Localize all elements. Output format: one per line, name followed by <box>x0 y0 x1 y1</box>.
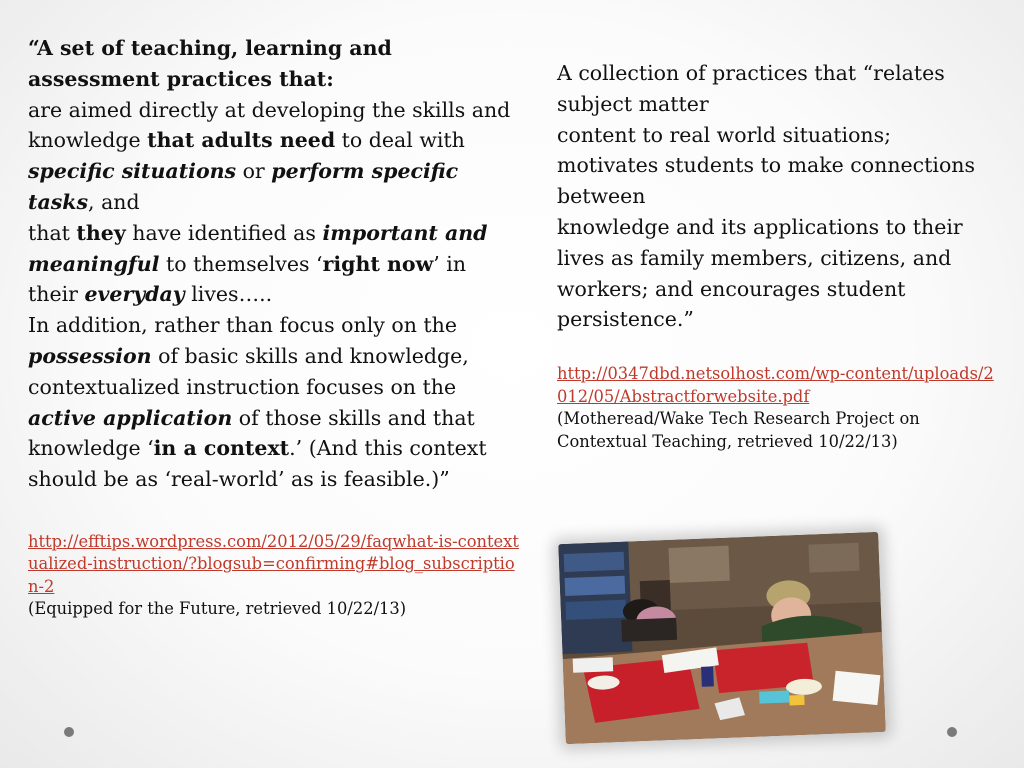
left-source <box>28 531 520 621</box>
nav-dot-left <box>64 727 74 737</box>
quote-paragraph-2: that they have identified as important and meaningful to themselves ‘right now’ in their everyday lives….. <box>28 220 488 307</box>
nav-dot-right <box>947 727 957 737</box>
quote-paragraph-3: In addition, rather than focus only on the possession of basic skills and knowledge, contextualized instruction focuses on the active application of those skills and that knowledge ‘in a context.’ (And this context should be as ‘real-world’ as is feasible.)” <box>28 313 487 492</box>
classroom-photo <box>558 532 885 744</box>
right-line-3: between <box>557 184 646 209</box>
left-source-link[interactable]: http://efftips.wordpress.com/2012/05/29/faqwhat-is-contextualized-instruction/?blogsub=confirming#blog_subscription-2 <box>28 531 519 596</box>
left-source-note: (Equipped for the Future, retrieved 10/22/13) <box>28 599 407 619</box>
quote-paragraph-1: are aimed directly at developing the skills and knowledge that adults need to deal with specific situations or perform specific tasks, and <box>28 97 511 214</box>
left-quote-block <box>28 33 520 621</box>
right-line-1: A collection of practices that “relates subject matter <box>557 61 945 116</box>
classroom-photo-drawing <box>558 532 885 744</box>
right-source-link[interactable]: http://0347dbd.netsolhost.com/wp-content/uploads/2012/05/Abstractforwebsite.pdf <box>557 364 994 406</box>
quote-heading: “A set of teaching, learning and assessment practices that: <box>28 36 392 91</box>
right-line-5: workers; and encourages student persistence.” <box>557 276 906 332</box>
right-source <box>557 363 997 453</box>
right-line-4: knowledge and its applications to their lives as family members, citizens, and <box>557 214 963 270</box>
right-source-note: (Motheread/Wake Tech Research Project on Contextual Teaching, retrieved 10/22/13) <box>557 409 920 451</box>
right-quote-block <box>557 58 997 453</box>
right-line-2: content to real world situations; motivates students to make connections <box>557 122 976 178</box>
